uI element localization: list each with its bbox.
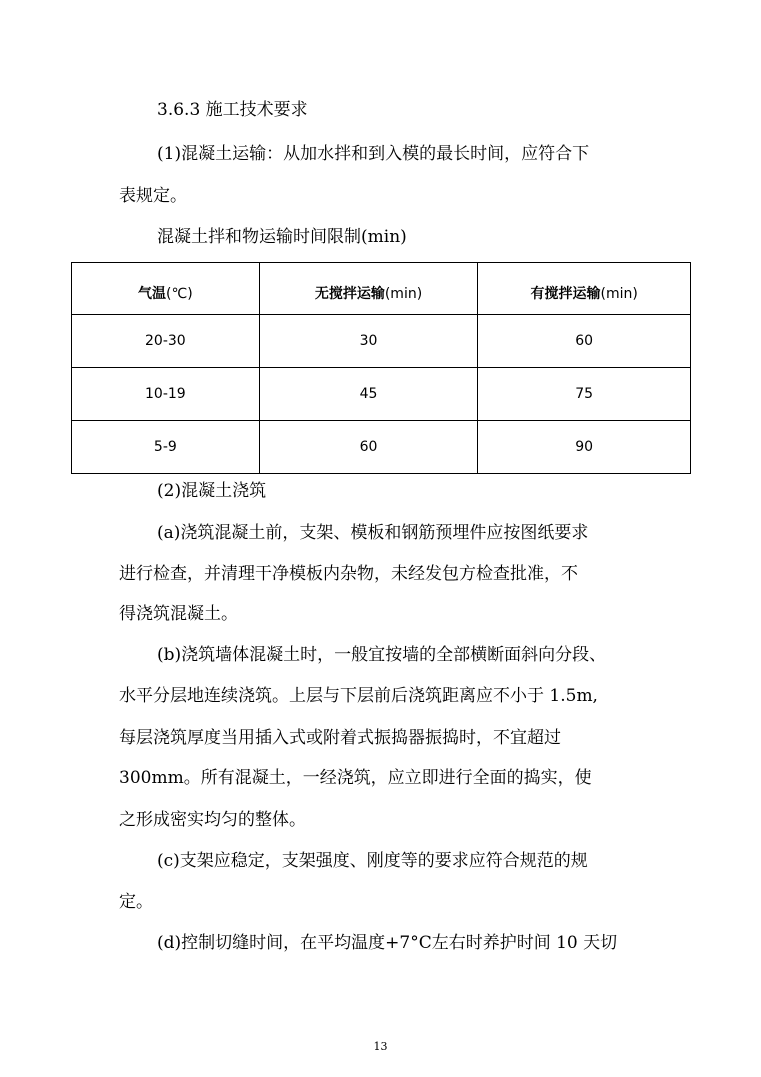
table-caption: 混凝土拌和物运输时间限制(min) [157,227,407,247]
pouring-a-line-3: 得浇筑混凝土。 [119,604,238,624]
header-temperature: 气温(℃) [72,263,260,315]
pouring-a-line-1: (a)浇筑混凝土前，支架、模板和钢筋预埋件应按图纸要求 [157,523,589,543]
pouring-c-line-1: (c)支架应稳定，支架强度、刚度等的要求应符合规范的规 [157,851,588,871]
transport-paragraph-line-2: 表规定。 [119,186,187,206]
table-cell: 45 [259,368,478,421]
table-cell: 10-19 [72,368,260,421]
table-cell: 75 [478,368,691,421]
pouring-heading: (2)混凝土浇筑 [157,481,267,501]
table-header-row [72,263,691,315]
header-with-agitation: 有搅拌运输(min) [478,263,691,315]
pouring-b-line-1: (b)浇筑墙体混凝土时，一般宜按墙的全部横断面斜向分段、 [157,645,607,665]
table-cell: 90 [478,421,691,474]
table-row [72,315,691,368]
pouring-c-line-2: 定。 [119,892,153,912]
transport-time-table [71,262,691,474]
table-cell: 30 [259,315,478,368]
table-cell: 60 [259,421,478,474]
table-cell: 20-30 [72,315,260,368]
pouring-b-line-5: 之形成密实均匀的整体。 [119,810,306,830]
table-row [72,368,691,421]
page-number: 13 [373,1040,388,1053]
table-cell: 5-9 [72,421,260,474]
section-heading: 3.6.3 施工技术要求 [157,100,308,120]
header-no-agitation: 无搅拌运输(min) [259,263,478,315]
pouring-b-line-3: 每层浇筑厚度当用插入式或附着式振捣器振捣时，不宜超过 [119,728,561,748]
table-row [72,421,691,474]
transport-paragraph-line-1: (1)混凝土运输：从加水拌和到入模的最长时间，应符合下 [157,144,590,164]
pouring-a-line-2: 进行检查，并清理干净模板内杂物，未经发包方检查批准，不 [119,564,578,584]
pouring-d-line-1: (d)控制切缝时间，在平均温度+7°C左右时养护时间 10 天切 [157,933,618,953]
pouring-b-line-2: 水平分层地连续浇筑。上层与下层前后浇筑距离应不小于 1.5m, [119,686,598,706]
pouring-b-line-4: 300mm。所有混凝土，一经浇筑，应立即进行全面的捣实，使 [119,768,592,788]
table-cell: 60 [478,315,691,368]
